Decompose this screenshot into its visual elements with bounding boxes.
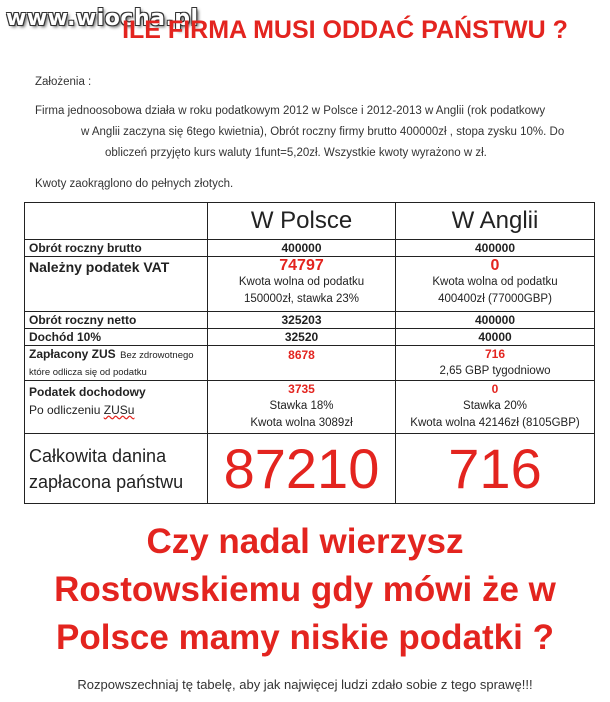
tax-pl-value: 3735 xyxy=(288,382,315,396)
row-label-tax: Podatek dochodowy xyxy=(29,385,146,399)
site-watermark: www.wiocha.pl xyxy=(6,6,199,31)
vat-uk-note-1: Kwota wolna od podatku xyxy=(432,276,558,288)
total-uk-value: 716 xyxy=(396,434,595,504)
column-header-poland: W Polsce xyxy=(208,203,396,240)
tax-sub-label xyxy=(29,401,203,419)
question-line-2: Rostowskiemu gdy mówi że w xyxy=(54,570,556,609)
assumptions-line-2: w Anglii zaczyna się 6tego kwietnia), Obrót roczny firmy brutto 400000zł , stopa zysku 10%. Do xyxy=(81,126,565,138)
vat-pl-value: 74797 xyxy=(279,257,324,274)
income-uk-value: 40000 xyxy=(396,329,595,346)
page-title: ILE FIRMA MUSI ODDAĆ PAŃSTWU ? xyxy=(122,16,568,44)
table-row-total xyxy=(25,434,595,504)
net-uk-value: 400000 xyxy=(396,312,595,329)
total-label-line-2: zapłacona państwu xyxy=(29,471,184,492)
zus-uk-cell xyxy=(396,346,595,381)
row-label-gross: Obrót roczny brutto xyxy=(25,240,208,257)
vat-uk-value: 0 xyxy=(490,257,500,274)
vat-pl-note-2: 150000zł, stawka 23% xyxy=(243,293,360,305)
table-row-income-tax xyxy=(25,381,595,434)
row-label-net: Obrót roczny netto xyxy=(25,312,208,329)
zus-pl-value: 8678 xyxy=(208,346,396,381)
vat-uk-note-2: 400400zł (77000GBP) xyxy=(438,293,552,305)
footer-note: Rozpowszechniaj tę tabelę, aby jak najwięcej ludzi zdało sobie z tego sprawę!!! xyxy=(77,677,533,692)
total-label-line-1: Całkowita danina xyxy=(29,445,167,466)
vat-uk-cell xyxy=(396,257,595,312)
assumptions-line-1: Firma jednoosobowa działa w roku podatkowym 2012 w Polsce i 2012-2013 w Anglii (rok podatkowy xyxy=(35,105,546,117)
header-empty-cell xyxy=(25,203,208,240)
total-pl-value: 87210 xyxy=(208,434,396,504)
zus-uk-note: 2,65 GBP tygodniowo xyxy=(439,365,551,377)
question-line-3: Polsce mamy niskie podatki ? xyxy=(56,618,554,657)
tax-uk-note-1: Stawka 20% xyxy=(463,400,527,412)
vat-pl-cell xyxy=(208,257,396,312)
tax-pl-note-2: Kwota wolna 3089zł xyxy=(250,417,353,429)
table-row-income xyxy=(25,329,595,346)
assumptions-text xyxy=(35,101,595,164)
table-row-vat xyxy=(25,257,595,312)
row-label-zus: Zapłacony ZUS xyxy=(29,347,116,361)
zus-note-1: Bez zdrowotnego xyxy=(120,350,194,361)
table-header-row xyxy=(25,203,595,240)
assumptions-section xyxy=(35,72,595,195)
table-row-gross xyxy=(25,240,595,257)
rhetorical-question xyxy=(0,518,610,662)
row-label-tax-cell xyxy=(25,381,208,434)
vat-pl-note-1: Kwota wolna od podatku xyxy=(238,276,365,288)
row-label-total-cell xyxy=(25,434,208,504)
gross-pl-value: 400000 xyxy=(208,240,396,257)
tax-pl-cell xyxy=(208,381,396,434)
tax-comparison-table xyxy=(24,202,595,504)
tax-uk-value: 0 xyxy=(491,382,499,396)
tax-uk-note-2: Kwota wolna 42146zł (8105GBP) xyxy=(410,417,580,429)
assumptions-label: Założenia : xyxy=(35,76,92,88)
rounding-note: Kwoty zaokrąglono do pełnych złotych. xyxy=(35,178,234,190)
table-row-net xyxy=(25,312,595,329)
tax-sub-prefix: Po odliczeniu xyxy=(29,403,101,417)
net-pl-value: 325203 xyxy=(208,312,396,329)
row-label-zus-cell xyxy=(25,346,208,381)
table-row-zus xyxy=(25,346,595,381)
tax-pl-note-1: Stawka 18% xyxy=(269,400,334,412)
row-label-vat: Należny podatek VAT xyxy=(25,257,208,312)
income-pl-value: 32520 xyxy=(208,329,396,346)
assumptions-line-3: obliczeń przyjęto kurs waluty 1funt=5,20zł. Wszystkie kwoty wyrażono w zł. xyxy=(105,147,487,159)
question-line-1: Czy nadal wierzysz xyxy=(146,522,464,561)
tax-uk-cell xyxy=(396,381,595,434)
zus-uk-value: 716 xyxy=(484,347,506,361)
tax-sub-word: ZUSu xyxy=(103,403,135,417)
row-label-income: Dochód 10% xyxy=(25,329,208,346)
column-header-england: W Anglii xyxy=(396,203,595,240)
zus-note-2: które odlicza się od podatku xyxy=(29,367,147,378)
gross-uk-value: 400000 xyxy=(396,240,595,257)
